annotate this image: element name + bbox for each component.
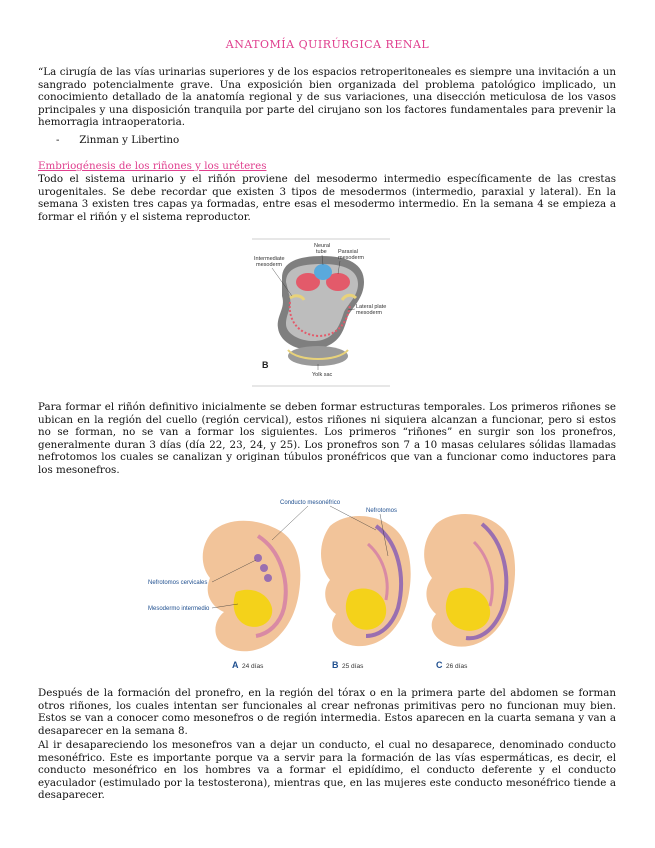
embryo-a-nephrotome-2 [260,564,268,572]
embryo-a-nephrotome-1 [254,554,262,562]
panel-c-caption: 26 días [446,663,468,670]
panel-c-letter: C [436,660,443,670]
label-intermediate-2: mesoderm [256,262,282,268]
paragraph-pronephros: Para formar el riñón definitivo inicialmente se deben formar estructuras temporales. Los primeros riñones se ubican en la región del cuello (región cervical), estos riñones ni siquiera alcanzan a funcionar, pero si estos no se forman, no se van a formar los siguientes. Los primeros “riñones” en surgir son los pronefros, generalmente duran 3 días (día 22, 23, 24, y 25). Los pronefros son 7 a 10 masas celulares sólidas llamadas nefrotomos los cuales se canalizan y originan túbulos pronéfricos que van a funcionar como inductores para los mesonefros. [38,401,616,476]
attribution-dash: - [56,134,60,146]
paragraph-mesonephros: Después de la formación del pronefro, en la región del tórax o en la primera parte del abdomen se forman otros riñones, los cuales intentan ser funcionales al crear nefronas primitivas pero no funcionan muy bien. Estos se van a conocer como mesonefros o de región intermedia. Estos aparecen en la cuarta semana y van a desaparecer en la semana 8. [38,687,616,737]
label-nephrotomes: Nefrotomos [366,508,398,514]
label-intermediate-1: Intermediate [254,256,285,262]
neural-tube-shape [314,264,332,280]
opening-quote: “La cirugía de las vías urinarias superiores y de los espacios retroperitoneales es siempre una invitación a un sangrado potencialmente grave. Una exposición bien organizada del problema patológico implicado, un conocimiento detallado de la anatomía regional y de sus variaciones, una disección meticulosa de los vasos principales y una disposición tranquila por parte del cirujano son los factores fundamentales para prevenir la hemorragia intraoperatoria. [38,66,616,129]
section-heading: Embriogénesis de los riñones y los uréteres [38,160,267,172]
panel-b-letter: B [332,660,339,670]
panel-b-caption: 25 días [342,663,364,670]
label-paraxial-2: mesoderm [338,255,364,261]
label-lateral-plate-1: Lateral plate [356,304,387,310]
label-lateral-plate-2: mesoderm [356,310,382,316]
label-paraxial-1: Paraxial [338,249,358,255]
label-cervical-nephrotomes: Nefrotomos cervicales [148,580,208,586]
stage-panel-a [203,521,301,652]
embryo-a-nephrotome-3 [264,574,272,582]
paragraph-embryogenesis: Todo el sistema urinario y el riñón proviene del mesodermo intermedio específicamente de las crestas urogenitales. Se debe recordar que existen 3 tipos de mesodermos (intermedio, paraxial y lateral). En la semana 3 existen tres capas ya formadas, entre esas el mesodermo intermedio. En la semana 4 se empieza a formar el riñón y el sistema reproductor. [38,173,616,223]
label-mesonephric-duct: Conducto mesonéfrico [280,500,341,506]
label-panel-b: B [262,360,269,370]
label-intermediate-mesoderm: Mesodermo intermedio [148,606,210,612]
paragraph-mesonephric-duct: Al ir desapareciendo los mesonefros van a dejar un conducto, el cual no desaparece, denominado conducto mesonéfrico. Este es importante porque va a servir para la formación de las vías espermáticas, es decir, el conducto mesonéfrico en los hombres va a formar el epidídimo, el conducto deferente y el conducto eyaculador (estimulado por la testosterona), mientras que, en las mujeres este conducto mesonéfrico tiende a desaparecer. [38,739,616,802]
page-title: ANATOMÍA QUIRÚRGICA RENAL [225,38,430,51]
quote-attribution [56,134,179,146]
label-neural-tube-2: tube [316,249,327,255]
panel-a-caption: 24 días [242,663,264,670]
panel-a-letter: A [232,660,239,670]
embryo-stages-figure [140,496,520,674]
stage-panel-b [321,516,411,646]
label-neural-tube-1: Neural [314,243,331,249]
label-yolk-sac: Yolk sac [312,372,333,378]
stage-panel-c [424,514,515,647]
embryo-cross-section-figure [252,238,390,388]
attribution-name: Zinman y Libertino [79,134,180,146]
